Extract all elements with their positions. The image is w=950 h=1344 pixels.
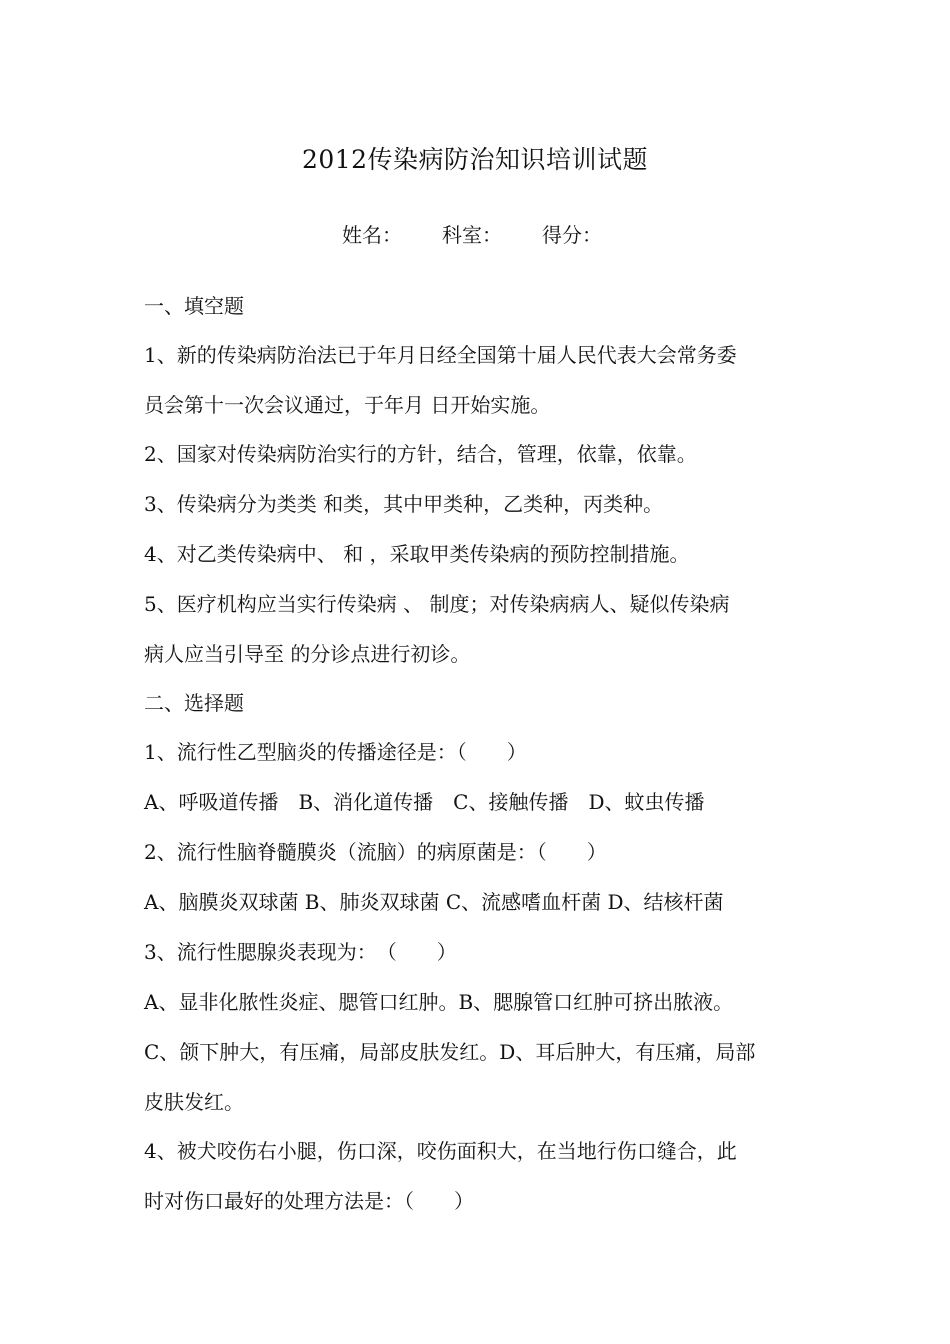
section-heading-choice: 二、选择题 <box>144 691 244 715</box>
question-line: 时对伤口最好的处理方法是：（ ） <box>144 1189 474 1213</box>
department-label: 科室： <box>442 223 502 247</box>
question-line: 1、流行性乙型脑炎的传播途径是：（ ） <box>144 740 527 764</box>
question-line: 2、国家对传染病防治实行的方针，结合，管理，依靠，依靠。 <box>144 442 697 466</box>
answer-options-line: A、显非化脓性炎症、腮管口红肿。B、腮腺管口红肿可挤出脓液。 <box>144 990 734 1014</box>
question-line: 3、传染病分为类类 和类，其中甲类种，乙类种，丙类种。 <box>144 492 664 516</box>
score-label: 得分： <box>542 223 602 247</box>
question-line: 1、新的传染病防治法已于年月日经全国第十届人民代表大会常务委 <box>144 343 737 367</box>
question-line: 5、医疗机构应当实行传染病 、 制度；对传染病病人、疑似传染病 <box>144 592 730 616</box>
answer-options-line: 皮肤发红。 <box>144 1090 244 1114</box>
question-line: 3、流行性腮腺炎表现为： （ ） <box>144 940 457 964</box>
answer-options-line: C、颌下肿大，有压痛，局部皮肤发红。D、耳后肿大，有压痛，局部 <box>144 1040 756 1064</box>
name-label: 姓名： <box>342 223 402 247</box>
question-line: 4、被犬咬伤右小腿，伤口深，咬伤面积大，在当地行伤口缝合，此 <box>144 1139 737 1163</box>
document-title: 2012传染病防治知识培训试题 <box>301 145 649 174</box>
section-heading-fill-blank: 一、填空题 <box>144 294 244 318</box>
question-line: 员会第十一次会议通过，于年月 日开始实施。 <box>144 393 551 417</box>
question-line: 病人应当引导至 的分诊点进行初诊。 <box>144 642 471 666</box>
exam-info-row <box>342 219 602 248</box>
question-line: 4、对乙类传染病中、 和 ，采取甲类传染病的预防控制措施。 <box>144 542 690 566</box>
question-line: 2、流行性脑脊髓膜炎（流脑）的病原菌是：（ ） <box>144 840 607 864</box>
answer-options-line: A、呼吸道传播 B、消化道传播 C、接触传播 D、蚊虫传播 <box>144 790 705 814</box>
answer-options-line: A、脑膜炎双球菌 B、肺炎双球菌 C、流感嗜血杆菌 D、结核杆菌 <box>144 890 724 914</box>
